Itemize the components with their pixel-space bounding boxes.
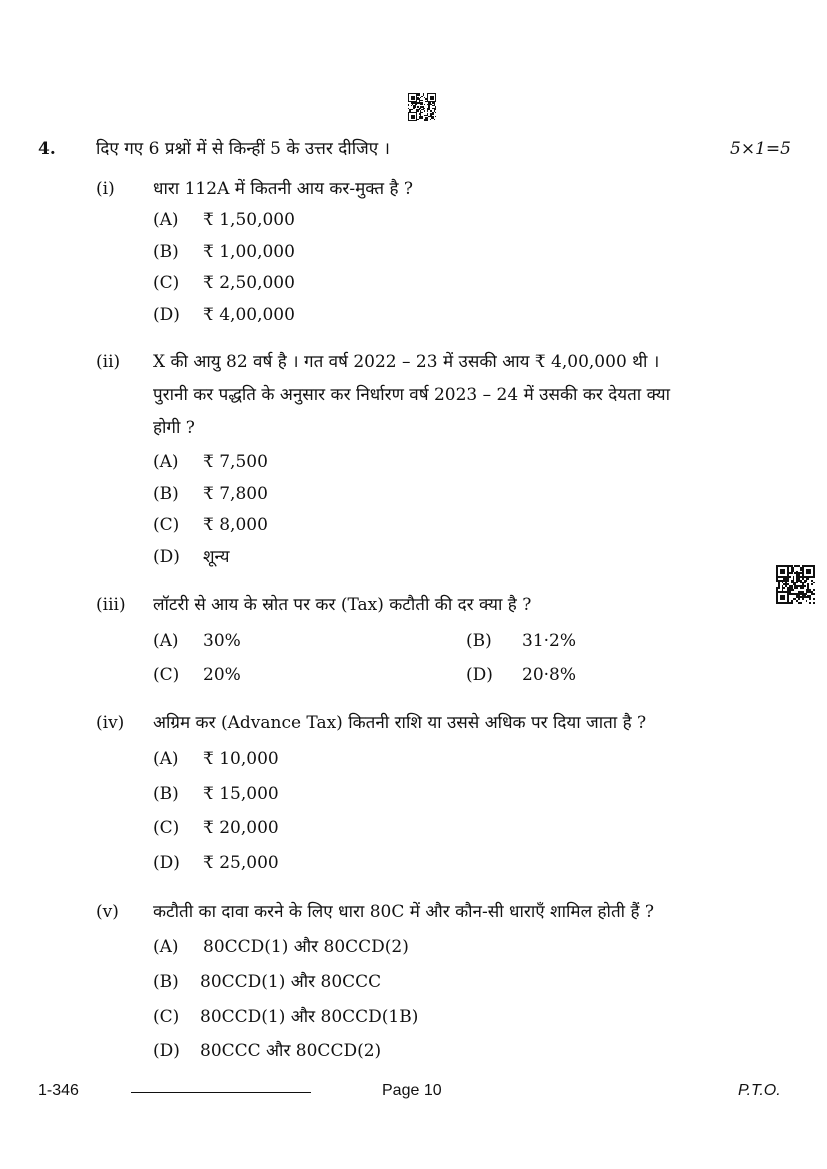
page-number: Page 10: [382, 1082, 442, 1099]
option-value: शून्य: [203, 547, 230, 567]
subquestion-text-line: होगी ?: [153, 418, 195, 438]
subquestion-text: धारा 112A में कितनी आय कर-मुक्त है ?: [153, 179, 414, 199]
option-value: 80CCC और 80CCD(2): [200, 1041, 382, 1061]
option-key: (C): [153, 273, 180, 293]
subquestion-text-line: X की आयु 82 वर्ष है । गत वर्ष 2022 – 23 में उसकी आय ₹ 4,00,000 थी ।: [153, 352, 660, 372]
option-key: (D): [153, 547, 180, 567]
option-key: (D): [153, 1041, 180, 1061]
option-key: (C): [153, 515, 180, 535]
option-value: ₹ 20,000: [203, 818, 279, 838]
question-number: 4.: [38, 139, 56, 159]
option-key: (B): [153, 784, 179, 804]
option-value: 80CCD(1) और 80CCD(1B): [200, 1007, 419, 1027]
subquestion-number: (i): [96, 179, 115, 199]
option-key: (B): [153, 484, 179, 504]
subquestion-text: लॉटरी से आय के स्रोत पर कर (Tax) कटौती की दर क्या है ?: [153, 595, 532, 615]
side-qr-code-icon: [776, 565, 815, 604]
option-key: (C): [153, 818, 180, 838]
option-key: (B): [153, 972, 179, 992]
option-value: ₹ 1,50,000: [203, 210, 295, 230]
option-value: ₹ 10,000: [203, 749, 279, 769]
option-key: (A): [153, 937, 179, 957]
subquestion-number: (v): [96, 902, 119, 922]
question-instruction: दिए गए 6 प्रश्नों में से किन्हीं 5 के उत्तर दीजिए ।: [96, 139, 390, 159]
option-value: ₹ 7,500: [203, 452, 268, 472]
option-value: 30%: [203, 631, 241, 651]
option-key: (C): [153, 1007, 180, 1027]
option-value: ₹ 7,800: [203, 484, 268, 504]
subquestion-text: कटौती का दावा करने के लिए धारा 80C में और कौन-सी धाराएँ शामिल होती हैं ?: [153, 902, 654, 922]
option-value: ₹ 4,00,000: [203, 305, 295, 325]
option-key: (D): [153, 853, 180, 873]
option-value: ₹ 15,000: [203, 784, 279, 804]
option-key: (D): [153, 305, 180, 325]
option-value: ₹ 2,50,000: [203, 273, 295, 293]
option-value: 20·8%: [522, 665, 577, 685]
subquestion-number: (iii): [96, 595, 126, 615]
option-value: ₹ 8,000: [203, 515, 268, 535]
option-value: ₹ 25,000: [203, 853, 279, 873]
option-value: 80CCD(1) और 80CCC: [200, 972, 382, 992]
footer-divider: [131, 1092, 311, 1093]
option-value: 20%: [203, 665, 241, 685]
option-key: (A): [153, 452, 179, 472]
subquestion-number: (iv): [96, 713, 125, 733]
subquestion-number: (ii): [96, 352, 121, 372]
paper-code: 1-346: [38, 1082, 79, 1099]
option-key: (A): [153, 631, 179, 651]
option-value: ₹ 1,00,000: [203, 242, 295, 262]
option-key: (A): [153, 210, 179, 230]
option-key: (C): [153, 665, 180, 685]
subquestion-text-line: पुरानी कर पद्धति के अनुसार कर निर्धारण वर्ष 2023 – 24 में उसकी कर देयता क्या: [153, 385, 670, 405]
option-value: 80CCD(1) और 80CCD(2): [203, 937, 409, 957]
option-key: (D): [466, 665, 493, 685]
pto-label: P.T.O.: [738, 1082, 781, 1099]
option-key: (B): [153, 242, 179, 262]
top-qr-code-icon: [408, 93, 436, 121]
option-key: (B): [466, 631, 492, 651]
question-marks: 5×1=5: [730, 139, 791, 159]
option-key: (A): [153, 749, 179, 769]
subquestion-text: अग्रिम कर (Advance Tax) कितनी राशि या उससे अधिक पर दिया जाता है ?: [153, 713, 647, 733]
option-value: 31·2%: [522, 631, 577, 651]
